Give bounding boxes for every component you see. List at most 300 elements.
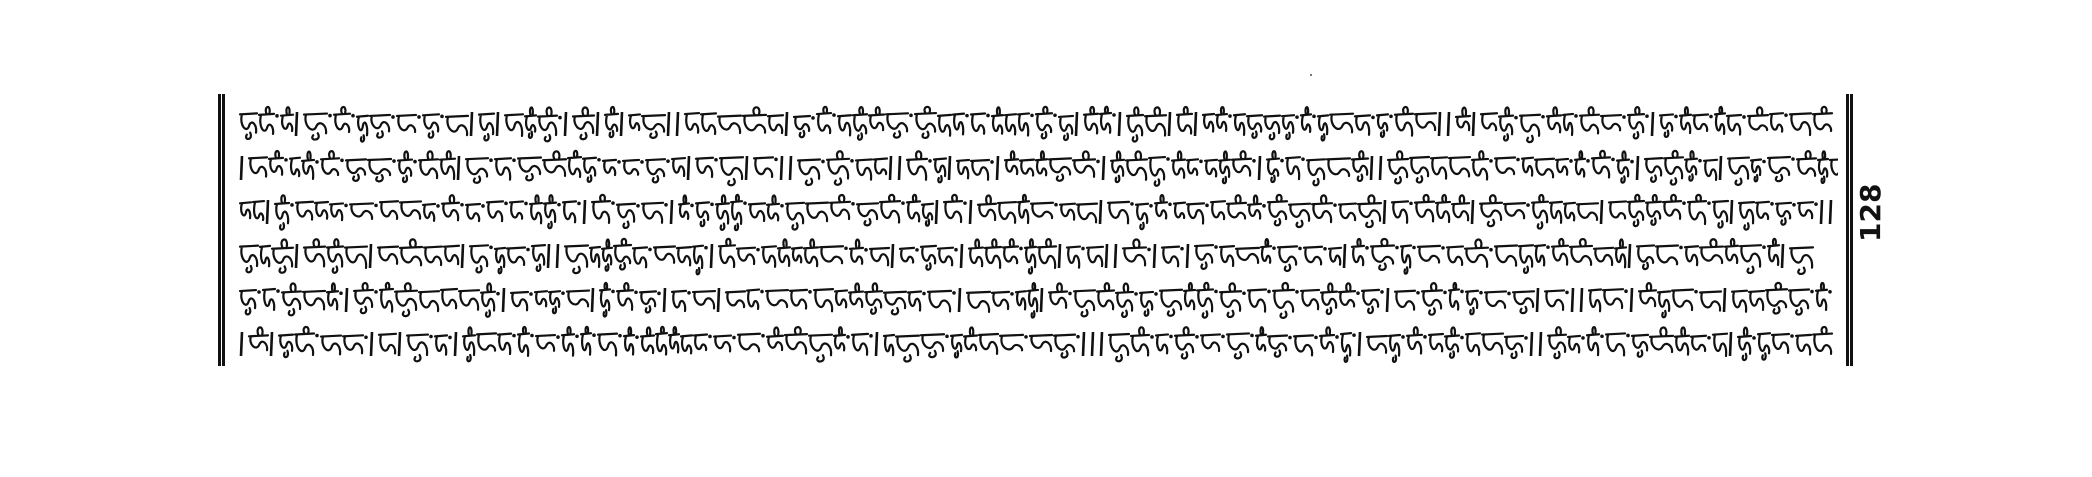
syllable-glyph <box>1663 195 1681 219</box>
syllable-glyph <box>1796 335 1811 355</box>
syllable-glyph <box>737 248 755 264</box>
syllable-glyph <box>1220 246 1234 266</box>
tsheg-dot <box>1214 245 1218 249</box>
syllable-glyph <box>315 202 328 219</box>
tsheg-dot <box>284 158 288 162</box>
syllable-glyph <box>617 204 635 228</box>
syllable-glyph <box>1025 239 1036 273</box>
shad-mark <box>664 288 665 312</box>
shad-mark <box>746 156 747 180</box>
tsheg-dot <box>708 335 712 339</box>
shad-mark <box>1731 200 1732 224</box>
syllable-glyph <box>1060 204 1075 220</box>
tsheg-dot <box>1154 292 1158 296</box>
tsheg-dot <box>504 202 508 206</box>
syllable-glyph <box>1211 201 1225 219</box>
syllable-glyph <box>794 116 810 137</box>
syllable-glyph <box>525 107 536 137</box>
syllable-glyph <box>1422 283 1442 315</box>
syllable-glyph <box>346 159 366 180</box>
syllable-glyph <box>543 151 566 176</box>
syllable-glyph <box>714 336 731 352</box>
syllable-glyph <box>544 195 556 228</box>
tsheg-dot <box>1252 159 1256 163</box>
syllable-glyph <box>1205 160 1217 177</box>
syllable-glyph <box>1656 245 1678 264</box>
syllable-glyph <box>1339 204 1356 221</box>
tsheg-dot <box>1395 246 1399 250</box>
syllable-glyph <box>629 114 640 130</box>
syllable-glyph <box>754 157 773 177</box>
tsheg-dot <box>1489 248 1493 252</box>
tsheg-dot <box>1024 335 1028 339</box>
syllable-glyph <box>669 327 679 352</box>
tsheg-dot <box>1586 159 1590 163</box>
syllable-glyph <box>1100 107 1111 133</box>
tsheg-dot <box>1010 292 1014 296</box>
tsheg-dot <box>597 158 601 162</box>
tsheg-dot <box>664 203 668 207</box>
shad-mark <box>668 112 669 136</box>
syllable-glyph <box>1466 333 1480 355</box>
tsheg-dot <box>1242 291 1246 295</box>
tsheg-dot <box>760 290 764 294</box>
tsheg-dot <box>1112 113 1116 117</box>
tsheg-dot <box>391 115 395 119</box>
syllable-glyph <box>641 327 654 353</box>
shad-mark <box>1076 112 1077 136</box>
syllable-glyph <box>677 247 691 265</box>
syllable-glyph <box>1136 204 1148 229</box>
syllable-glyph <box>1431 157 1447 178</box>
syllable-glyph <box>1175 327 1194 358</box>
shad-mark <box>1344 244 1345 268</box>
syllable-glyph <box>1362 290 1379 313</box>
syllable-glyph <box>852 334 868 355</box>
syllable-glyph <box>327 283 338 309</box>
syllable-glyph <box>853 107 867 140</box>
syllable-glyph <box>321 336 341 355</box>
shad-mark <box>371 332 372 356</box>
syllable-glyph <box>1732 291 1747 312</box>
syllable-glyph <box>992 107 1003 133</box>
tsheg-dot <box>1314 336 1318 340</box>
tsheg-dot <box>1068 292 1072 296</box>
syllable-glyph <box>786 203 804 230</box>
syllable-glyph <box>1282 115 1294 139</box>
syllable-glyph <box>849 283 863 306</box>
syllable-glyph <box>1645 158 1662 182</box>
tsheg-dot <box>577 202 581 206</box>
syllable-glyph <box>820 246 843 263</box>
syllable-glyph <box>419 151 438 178</box>
syllable-glyph <box>567 291 589 307</box>
syllable-glyph <box>809 335 832 362</box>
tsheg-dot <box>1784 113 1788 117</box>
syllable-glyph <box>573 107 594 139</box>
syllable-glyph <box>1818 151 1828 183</box>
syllable-glyph <box>1715 107 1725 134</box>
syllable-glyph <box>1341 333 1351 362</box>
tsheg-dot <box>761 334 765 338</box>
handwritten-tibetan-line <box>238 234 1838 276</box>
shad-mark <box>936 200 937 224</box>
syllable-glyph <box>583 158 596 182</box>
syllable-glyph <box>1452 195 1469 220</box>
syllable-glyph <box>719 239 735 267</box>
tsheg-dot <box>1679 246 1683 250</box>
syllable-glyph <box>380 283 393 312</box>
syllable-glyph <box>642 115 665 138</box>
syllable-glyph <box>1789 290 1809 315</box>
tsheg-dot <box>901 201 905 205</box>
tsheg-dot <box>344 204 348 208</box>
syllable-glyph <box>259 107 274 134</box>
shad-mark <box>790 156 791 180</box>
syllable-glyph <box>1482 334 1503 354</box>
syllable-glyph <box>1639 283 1656 306</box>
syllable-glyph <box>1352 239 1364 265</box>
syllable-glyph <box>240 290 256 314</box>
syllable-glyph <box>1320 327 1334 352</box>
syllable-glyph <box>1738 328 1751 360</box>
shad-mark <box>1041 288 1042 312</box>
syllable-glyph <box>1172 151 1185 177</box>
tsheg-dot <box>1323 247 1327 251</box>
tsheg-dot <box>290 203 294 207</box>
tsheg-dot <box>846 335 850 339</box>
syllable-glyph <box>1797 151 1816 176</box>
tsheg-dot <box>915 248 919 252</box>
syllable-glyph <box>646 159 665 182</box>
syllable-glyph <box>1087 247 1103 266</box>
syllable-glyph <box>1480 195 1502 226</box>
shad-mark <box>1103 156 1104 180</box>
syllable-glyph <box>379 334 396 354</box>
syllable-glyph <box>1401 246 1411 274</box>
tsheg-dot <box>640 160 644 164</box>
syllable-glyph <box>766 290 788 307</box>
syllable-glyph <box>354 283 373 313</box>
tsheg-dot <box>687 291 691 295</box>
syllable-glyph <box>260 246 270 266</box>
text-line-5 <box>238 278 1838 320</box>
syllable-glyph <box>1522 158 1533 176</box>
syllable-glyph <box>967 292 990 312</box>
syllable-glyph <box>907 151 927 179</box>
syllable-glyph <box>1617 151 1629 182</box>
syllable-glyph <box>1236 248 1259 263</box>
tsheg-dot <box>1356 291 1360 295</box>
syllable-glyph <box>1028 283 1038 317</box>
left-margin-rule <box>218 94 225 366</box>
shad-mark <box>1154 244 1155 268</box>
syllable-glyph <box>1232 151 1251 175</box>
tsheg-dot <box>557 203 561 207</box>
tsheg-dot <box>1682 201 1686 205</box>
shad-mark <box>1720 156 1721 180</box>
syllable-glyph <box>1003 239 1018 263</box>
tsheg-dot <box>448 336 452 340</box>
syllable-glyph <box>1030 335 1052 351</box>
tsheg-dot <box>1301 157 1305 161</box>
tsheg-dot <box>922 292 926 296</box>
syllable-glyph <box>672 158 685 176</box>
syllable-glyph <box>1650 328 1673 352</box>
syllable-glyph <box>953 114 964 135</box>
shad-mark <box>711 244 712 268</box>
syllable-glyph <box>424 247 442 265</box>
tsheg-dot <box>1412 246 1416 250</box>
syllable-glyph <box>602 240 612 271</box>
syllable-glyph <box>1592 151 1610 178</box>
shad-mark <box>271 332 272 356</box>
syllable-glyph <box>1790 247 1813 274</box>
syllable-glyph <box>598 334 617 356</box>
syllable-glyph <box>1532 195 1548 229</box>
tsheg-dot <box>1312 115 1316 119</box>
syllable-glyph <box>568 151 581 177</box>
shad-mark <box>970 200 971 224</box>
syllable-glyph <box>938 115 951 136</box>
syllable-glyph <box>1020 160 1034 176</box>
syllable-glyph <box>1116 284 1133 317</box>
tsheg-dot <box>1019 247 1023 251</box>
syllable-glyph <box>1495 246 1517 266</box>
syllable-glyph <box>1637 245 1654 269</box>
syllable-glyph <box>507 248 525 265</box>
syllable-glyph <box>459 290 479 309</box>
tsheg-dot <box>743 201 747 205</box>
tsheg-dot <box>1791 157 1795 161</box>
syllable-glyph <box>1603 289 1623 308</box>
shad-mark <box>1473 112 1474 136</box>
tsheg-dot <box>1149 204 1153 208</box>
syllable-glyph <box>1556 159 1568 175</box>
syllable-glyph <box>921 246 936 270</box>
syllable-glyph <box>701 113 716 134</box>
syllable-glyph <box>640 291 656 312</box>
syllable-glyph <box>1816 283 1827 310</box>
shad-mark <box>1821 200 1822 224</box>
syllable-glyph <box>263 289 275 310</box>
syllable-glyph <box>767 196 779 221</box>
syllable-glyph <box>1685 151 1697 180</box>
syllable-glyph <box>633 247 647 267</box>
syllable-glyph <box>1713 201 1728 228</box>
tsheg-dot <box>1280 159 1284 163</box>
shad-mark <box>1106 244 1107 268</box>
tsheg-dot <box>1626 334 1630 338</box>
tsheg-dot <box>529 292 533 296</box>
syllable-glyph <box>1109 334 1129 361</box>
tsheg-dot <box>460 203 464 207</box>
syllable-glyph <box>466 204 480 221</box>
syllable-glyph <box>1481 113 1497 130</box>
syllable-glyph <box>1688 195 1706 224</box>
tsheg-dot <box>648 248 652 252</box>
syllable-glyph <box>592 195 610 223</box>
syllable-glyph <box>884 335 894 355</box>
syllable-glyph <box>762 246 776 266</box>
syllable-glyph <box>1429 334 1443 351</box>
tsheg-dot <box>1441 246 1445 250</box>
syllable-glyph <box>1307 159 1325 185</box>
syllable-glyph <box>681 335 692 353</box>
syllable-glyph <box>934 159 946 183</box>
syllable-glyph <box>1520 115 1540 142</box>
syllable-glyph <box>1456 108 1470 131</box>
syllable-glyph <box>1449 283 1459 310</box>
syllable-glyph <box>1377 114 1388 136</box>
syllable-glyph <box>510 201 523 218</box>
handwritten-tibetan-line <box>238 190 1838 232</box>
tsheg-dot <box>1624 289 1628 293</box>
syllable-glyph <box>1294 335 1313 355</box>
syllable-glyph <box>749 203 765 221</box>
shad-mark <box>1537 288 1538 312</box>
tsheg-dot <box>1630 160 1634 164</box>
syllable-glyph <box>1162 247 1179 267</box>
syllable-glyph <box>1768 239 1779 265</box>
syllable-glyph <box>623 160 639 175</box>
tsheg-dot <box>1150 335 1154 339</box>
syllable-glyph <box>1790 113 1811 135</box>
syllable-glyph <box>896 336 919 362</box>
tsheg-dot <box>351 114 355 118</box>
tsheg-dot <box>1416 291 1420 295</box>
tsheg-dot <box>1709 115 1713 119</box>
syllable-glyph <box>1234 114 1245 135</box>
shad-mark <box>1439 112 1440 136</box>
shad-mark <box>296 244 297 268</box>
shad-mark <box>1730 332 1731 356</box>
syllable-glyph <box>290 158 300 176</box>
tsheg-dot <box>869 334 873 338</box>
tsheg-dot <box>1828 290 1832 294</box>
syllable-glyph <box>549 291 560 313</box>
syllable-glyph <box>928 291 951 312</box>
syllable-glyph <box>1749 291 1764 310</box>
tsheg-dot <box>909 114 913 118</box>
syllable-glyph <box>1248 289 1266 311</box>
folio-number: 128 <box>1854 183 1887 243</box>
text-line-2 <box>238 146 1838 188</box>
syllable-glyph <box>1327 158 1350 176</box>
syllable-glyph <box>1615 239 1626 267</box>
tsheg-dot <box>1298 247 1302 251</box>
syllable-glyph <box>1691 336 1706 351</box>
syllable-glyph <box>600 283 610 317</box>
syllable-glyph <box>444 246 459 264</box>
tsheg-dot <box>1546 245 1550 249</box>
syllable-glyph <box>435 335 447 354</box>
tsheg-dot <box>1526 203 1530 207</box>
syllable-glyph <box>479 114 494 141</box>
syllable-glyph <box>617 283 633 310</box>
syllable-glyph <box>1564 203 1575 221</box>
syllable-glyph <box>1545 290 1564 309</box>
syllable-glyph <box>792 248 802 263</box>
syllable-glyph <box>1268 336 1287 357</box>
shad-mark <box>1572 288 1573 312</box>
shad-mark <box>548 244 549 268</box>
syllable-glyph <box>1358 195 1381 227</box>
tsheg-dot <box>558 116 562 120</box>
syllable-glyph <box>487 201 503 221</box>
syllable-glyph <box>495 248 505 273</box>
tsheg-dot <box>611 290 615 294</box>
tsheg-dot <box>1514 116 1518 120</box>
tsheg-dot <box>1195 335 1199 339</box>
syllable-glyph <box>886 113 908 137</box>
syllable-glyph <box>1704 160 1717 180</box>
syllable-glyph <box>1174 203 1185 218</box>
syllable-glyph <box>1505 336 1523 358</box>
syllable-glyph <box>563 201 576 222</box>
tsheg-dot <box>1205 204 1209 208</box>
syllable-glyph <box>1392 201 1408 222</box>
syllable-glyph <box>1304 247 1322 265</box>
tsheg-dot <box>1081 247 1085 251</box>
syllable-glyph <box>1563 114 1573 135</box>
syllable-glyph <box>1289 204 1310 227</box>
syllable-glyph <box>654 247 675 263</box>
shad-mark <box>497 112 498 136</box>
tsheg-dot <box>315 160 319 164</box>
tsheg-dot <box>1030 114 1034 118</box>
syllable-glyph <box>240 202 251 218</box>
tsheg-dot <box>413 160 417 164</box>
tsheg-dot <box>1541 115 1545 119</box>
shad-mark <box>1540 332 1541 356</box>
syllable-glyph <box>407 335 428 362</box>
shad-mark <box>1195 112 1196 136</box>
syllable-glyph <box>624 327 634 354</box>
tsheg-dot <box>1335 335 1339 339</box>
syllable-glyph <box>1286 157 1300 179</box>
shad-mark <box>1092 332 1093 356</box>
syllable-glyph <box>1664 151 1683 185</box>
text-line-3 <box>238 190 1838 232</box>
tsheg-dot <box>1401 335 1405 339</box>
syllable-glyph <box>614 239 631 270</box>
shad-mark <box>1637 156 1638 180</box>
syllable-glyph <box>1220 283 1241 317</box>
tsheg-dot <box>339 291 343 295</box>
syllable-glyph <box>463 327 475 361</box>
syllable-glyph <box>440 151 455 179</box>
shad-mark <box>1187 244 1188 268</box>
syllable-glyph <box>304 239 325 266</box>
tsheg-dot <box>1792 203 1796 207</box>
tsheg-dot <box>1479 291 1483 295</box>
syllable-glyph <box>1700 291 1721 310</box>
syllable-glyph <box>272 240 293 273</box>
tsheg-dot <box>850 159 854 163</box>
syllable-glyph <box>505 114 523 136</box>
syllable-glyph <box>1074 290 1095 316</box>
syllable-glyph <box>378 247 398 264</box>
syllable-glyph <box>1436 195 1450 222</box>
syllable-glyph <box>1594 248 1613 265</box>
syllable-glyph <box>303 291 325 309</box>
syllable-glyph <box>838 115 851 135</box>
syllable-glyph <box>532 245 545 271</box>
syllable-glyph <box>1329 248 1341 265</box>
tsheg-dot <box>1380 290 1384 294</box>
shad-mark <box>621 112 622 136</box>
